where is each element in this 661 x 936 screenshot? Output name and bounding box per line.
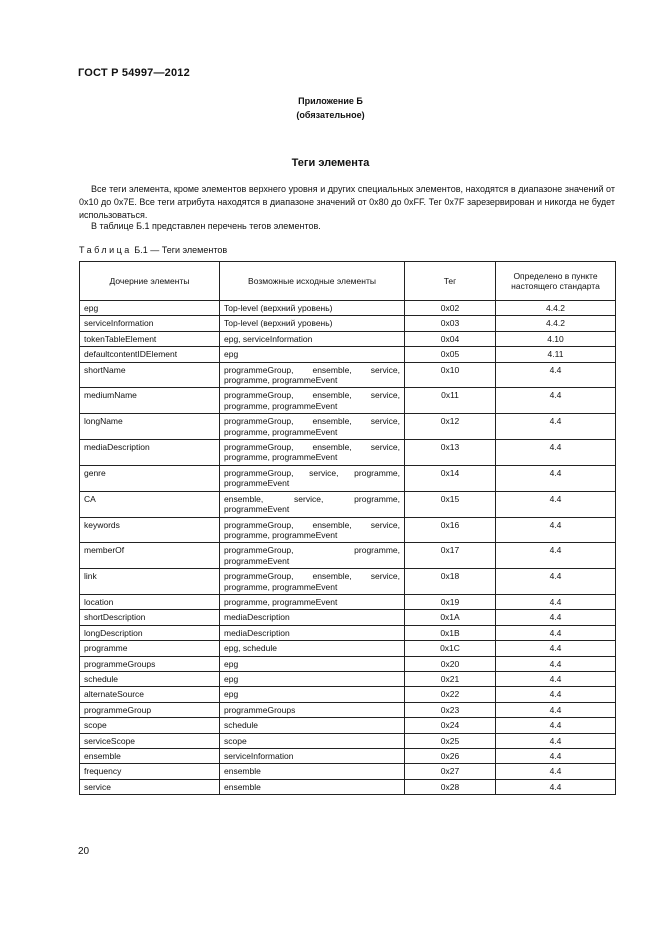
cell-defined-in: 4.4	[496, 465, 616, 491]
table-row	[80, 465, 616, 491]
cell-defined-in: 4.4	[496, 687, 616, 702]
cell-parent-elements: epg	[220, 671, 405, 686]
cell-child-element: epg	[80, 301, 220, 316]
appendix-title: Приложение Б	[298, 96, 363, 106]
cell-tag: 0x1C	[405, 641, 496, 656]
cell-parent-elements: programmeGroup, programme, programmeEvent	[220, 543, 405, 569]
cell-child-element: schedule	[80, 671, 220, 686]
table-row	[80, 733, 616, 748]
table-row	[80, 594, 616, 609]
cell-defined-in: 4.4	[496, 414, 616, 440]
cell-child-element: mediaDescription	[80, 440, 220, 466]
cell-child-element: serviceInformation	[80, 316, 220, 331]
table-row	[80, 301, 616, 316]
table-row	[80, 388, 616, 414]
cell-defined-in: 4.4	[496, 656, 616, 671]
column-header-parent-elements: Возможные исходные элементы	[220, 262, 405, 301]
element-tags-table	[79, 261, 616, 795]
cell-defined-in: 4.4	[496, 491, 616, 517]
cell-tag: 0x1A	[405, 610, 496, 625]
appendix-status: (обязательное)	[296, 110, 365, 120]
cell-tag: 0x22	[405, 687, 496, 702]
cell-defined-in: 4.4	[496, 764, 616, 779]
cell-tag: 0x13	[405, 440, 496, 466]
cell-tag: 0x03	[405, 316, 496, 331]
table-caption	[79, 245, 227, 255]
cell-parent-elements: ensemble, service, programme, programmeEvent	[220, 491, 405, 517]
cell-child-element: tokenTableElement	[80, 331, 220, 346]
table-row	[80, 331, 616, 346]
cell-tag: 0x28	[405, 779, 496, 794]
table-row	[80, 347, 616, 362]
page-number: 20	[78, 846, 90, 857]
cell-defined-in: 4.4	[496, 440, 616, 466]
cell-child-element: CA	[80, 491, 220, 517]
cell-defined-in: 4.4	[496, 718, 616, 733]
cell-tag: 0x23	[405, 702, 496, 717]
cell-tag: 0x05	[405, 347, 496, 362]
cell-child-element: programmeGroup	[80, 702, 220, 717]
body-paragraph: В таблице Б.1 представлен перечень тегов элементов.	[91, 221, 321, 231]
cell-tag: 0x12	[405, 414, 496, 440]
table-header-row	[80, 262, 616, 301]
cell-child-element: keywords	[80, 517, 220, 543]
cell-tag: 0x18	[405, 569, 496, 595]
cell-child-element: memberOf	[80, 543, 220, 569]
cell-child-element: location	[80, 594, 220, 609]
cell-parent-elements: serviceInformation	[220, 749, 405, 764]
cell-child-element: ensemble	[80, 749, 220, 764]
cell-tag: 0x24	[405, 718, 496, 733]
cell-parent-elements: Top-level (верхний уровень)	[220, 301, 405, 316]
cell-tag: 0x16	[405, 517, 496, 543]
table-row	[80, 779, 616, 794]
cell-parent-elements: epg	[220, 656, 405, 671]
table-row	[80, 517, 616, 543]
cell-defined-in: 4.4.2	[496, 301, 616, 316]
cell-defined-in: 4.4	[496, 733, 616, 748]
column-header-tag: Тег	[405, 262, 496, 301]
cell-child-element: programmeGroups	[80, 656, 220, 671]
cell-parent-elements: programmeGroup, ensemble, service, programme, programmeEvent	[220, 440, 405, 466]
column-header-child-elements: Дочерние элементы	[80, 262, 220, 301]
table-row	[80, 671, 616, 686]
cell-tag: 0x27	[405, 764, 496, 779]
cell-defined-in: 4.4	[496, 569, 616, 595]
cell-child-element: shortName	[80, 362, 220, 388]
cell-child-element: link	[80, 569, 220, 595]
cell-child-element: shortDescription	[80, 610, 220, 625]
cell-parent-elements: mediaDescription	[220, 610, 405, 625]
cell-child-element: scope	[80, 718, 220, 733]
cell-tag: 0x25	[405, 733, 496, 748]
cell-defined-in: 4.11	[496, 347, 616, 362]
document-id: ГОСТ Р 54997—2012	[78, 67, 190, 79]
table-row	[80, 687, 616, 702]
cell-parent-elements: programmeGroup, ensemble, service, programme, programmeEvent	[220, 362, 405, 388]
table-row	[80, 625, 616, 640]
table-caption-text: Б.1 — Теги элементов	[131, 245, 228, 255]
cell-parent-elements: epg	[220, 687, 405, 702]
cell-defined-in: 4.4	[496, 388, 616, 414]
table-row	[80, 316, 616, 331]
cell-tag: 0x19	[405, 594, 496, 609]
cell-parent-elements: ensemble	[220, 779, 405, 794]
cell-defined-in: 4.4	[496, 641, 616, 656]
cell-parent-elements: ensemble	[220, 764, 405, 779]
cell-defined-in: 4.4	[496, 779, 616, 794]
cell-child-element: alternateSource	[80, 687, 220, 702]
cell-tag: 0x21	[405, 671, 496, 686]
table-body	[80, 301, 616, 795]
cell-defined-in: 4.4	[496, 610, 616, 625]
cell-defined-in: 4.4	[496, 749, 616, 764]
cell-child-element: service	[80, 779, 220, 794]
column-header-defined-in: Определено в пункте настоящего стандарта	[496, 262, 616, 301]
table-row	[80, 702, 616, 717]
cell-defined-in: 4.4.2	[496, 316, 616, 331]
cell-tag: 0x15	[405, 491, 496, 517]
cell-child-element: genre	[80, 465, 220, 491]
cell-defined-in: 4.4	[496, 625, 616, 640]
cell-parent-elements: programmeGroup, service, programme, programmeEvent	[220, 465, 405, 491]
table-row	[80, 491, 616, 517]
cell-parent-elements: programme, programmeEvent	[220, 594, 405, 609]
cell-tag: 0x11	[405, 388, 496, 414]
table-row	[80, 569, 616, 595]
cell-tag: 0x26	[405, 749, 496, 764]
cell-parent-elements: programmeGroups	[220, 702, 405, 717]
cell-defined-in: 4.4	[496, 594, 616, 609]
body-paragraph: Все теги элемента, кроме элементов верхнего уровня и других специальных элементов, находятся в диапазоне значений от 0х10 до 0х7E. Все теги атрибута находятся в диапазоне значений от 0х80 до 0хFF. Тег 0х7F зарезервирован и никогда не будет использоваться.	[79, 184, 615, 221]
table-row	[80, 656, 616, 671]
cell-defined-in: 4.4	[496, 702, 616, 717]
cell-child-element: defaultcontentIDElement	[80, 347, 220, 362]
cell-child-element: mediumName	[80, 388, 220, 414]
cell-tag: 0x14	[405, 465, 496, 491]
table-row	[80, 610, 616, 625]
table-row	[80, 440, 616, 466]
cell-parent-elements: schedule	[220, 718, 405, 733]
cell-defined-in: 4.4	[496, 362, 616, 388]
table-row	[80, 764, 616, 779]
cell-tag: 0x04	[405, 331, 496, 346]
cell-child-element: frequency	[80, 764, 220, 779]
table-row	[80, 362, 616, 388]
cell-child-element: longDescription	[80, 625, 220, 640]
cell-child-element: serviceScope	[80, 733, 220, 748]
cell-tag: 0x20	[405, 656, 496, 671]
table-row	[80, 414, 616, 440]
cell-parent-elements: programmeGroup, ensemble, service, programme, programmeEvent	[220, 414, 405, 440]
cell-tag: 0x1B	[405, 625, 496, 640]
cell-defined-in: 4.10	[496, 331, 616, 346]
cell-parent-elements: scope	[220, 733, 405, 748]
cell-child-element: programme	[80, 641, 220, 656]
cell-defined-in: 4.4	[496, 671, 616, 686]
table-caption-label: Таблица	[79, 245, 132, 255]
cell-parent-elements: epg, schedule	[220, 641, 405, 656]
cell-parent-elements: programmeGroup, ensemble, service, programme, programmeEvent	[220, 517, 405, 543]
cell-child-element: longName	[80, 414, 220, 440]
table-row	[80, 543, 616, 569]
cell-defined-in: 4.4	[496, 517, 616, 543]
cell-tag: 0x02	[405, 301, 496, 316]
cell-defined-in: 4.4	[496, 543, 616, 569]
section-title: Теги элемента	[291, 157, 370, 169]
table-row	[80, 718, 616, 733]
cell-parent-elements: mediaDescription	[220, 625, 405, 640]
cell-parent-elements: epg	[220, 347, 405, 362]
cell-parent-elements: programmeGroup, ensemble, service, programme, programmeEvent	[220, 388, 405, 414]
cell-parent-elements: programmeGroup, ensemble, service, programme, programmeEvent	[220, 569, 405, 595]
cell-parent-elements: Top-level (верхний уровень)	[220, 316, 405, 331]
table-row	[80, 749, 616, 764]
cell-parent-elements: epg, serviceInformation	[220, 331, 405, 346]
table-row	[80, 641, 616, 656]
cell-tag: 0x17	[405, 543, 496, 569]
cell-tag: 0x10	[405, 362, 496, 388]
